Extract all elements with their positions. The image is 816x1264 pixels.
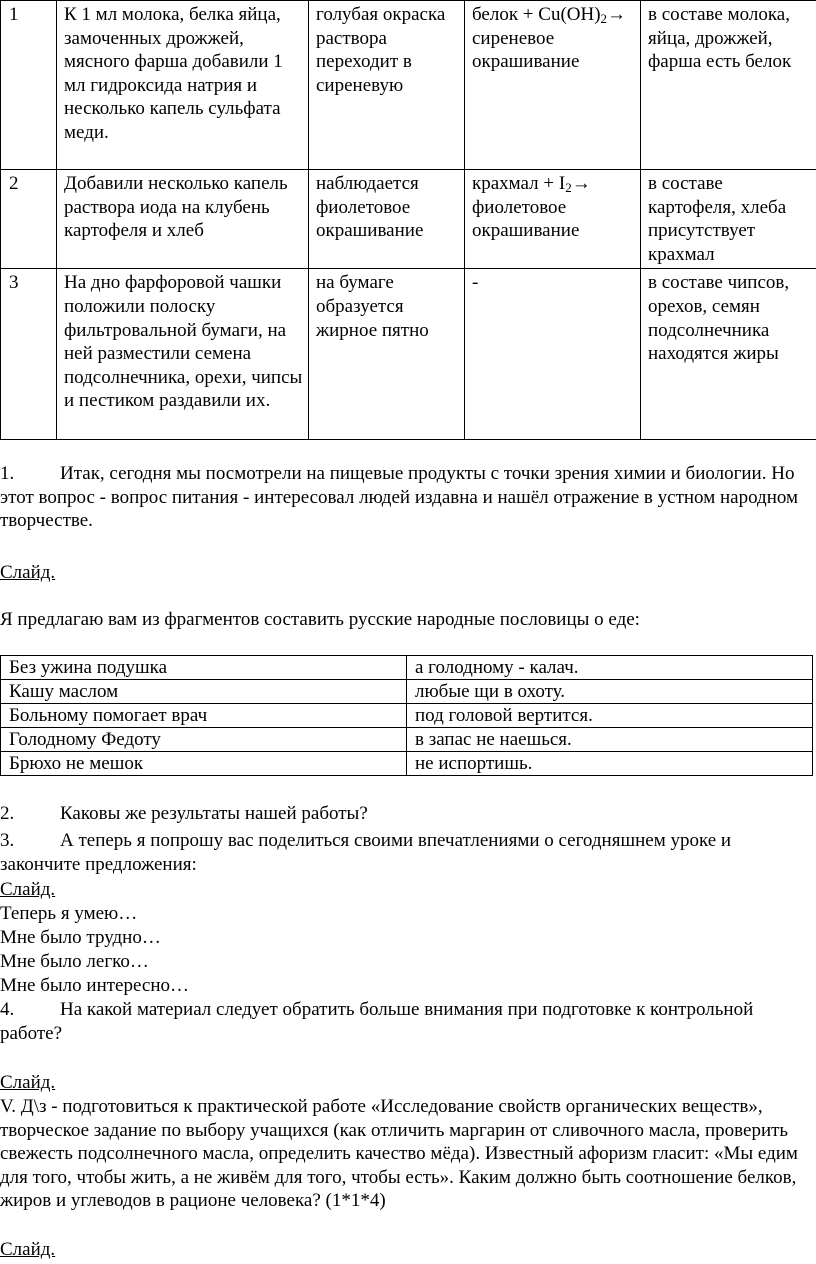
paragraph-2 [0, 802, 812, 826]
proverb-end: а голодному - калач. [407, 656, 813, 680]
proverb-end: в запас не наешься. [407, 728, 813, 752]
experiment-equation [465, 269, 641, 440]
paragraph-text: Каковы же результаты нашей работы? [60, 803, 368, 824]
proverb-end: любые щи в охоту. [407, 680, 813, 704]
phrase: Теперь я умею… [0, 903, 138, 924]
experiment-observation: голубая окраска раствора переходит в сиреневую [309, 1, 465, 170]
table-row [1, 1, 816, 170]
paragraph-text: На какой материал следует обратить больше внимания при подготовке к контрольной работе? [0, 999, 754, 1044]
proverb-start: Больному помогает врач [1, 704, 407, 728]
experiment-number: 2 [1, 170, 57, 269]
experiment-conclusion: в составе молока, яйца, дрожжей, фарша есть белок [641, 1, 816, 170]
experiment-conclusion: в составе картофеля, хлеба присутствует крахмал [641, 170, 816, 269]
table-row [1, 680, 813, 704]
experiment-number: 3 [1, 269, 57, 440]
paragraph-4 [0, 998, 812, 1045]
homework-text: V. Д\з - подготовиться к практической работе «Исследование свойств органических веществ», творческое задание по выбору учащихся (как отличить маргарин от сливочного масла, проверить свежесть подсолнечного масла, определить качество мёда). Известный афоризм гласит: «Мы едим для того, чтобы жить, а не живём для того, чтобы есть». Каким должно быть соотношение белков, жиров и углеводов в рационе человека? (1*1*4) [0, 1096, 798, 1212]
proverbs-intro: Я предлагаю вам из фрагментов составить русские народные пословицы о еде: [0, 609, 640, 630]
proverb-start: Голодному Федоту [1, 728, 407, 752]
table-row [1, 728, 813, 752]
table-row [1, 704, 813, 728]
slide-link[interactable]: Слайд. [0, 879, 56, 900]
equation-after: → сиреневое окрашивание [472, 4, 627, 73]
slide-link[interactable]: Слайд. [0, 1239, 56, 1260]
experiments-table [0, 0, 816, 440]
equation-before: крахмал + I [472, 173, 566, 194]
paragraph-number: 4. [0, 999, 15, 1020]
paragraph-number: 2. [0, 803, 15, 824]
table-row [1, 269, 816, 440]
paragraph-number: 1. [0, 463, 15, 484]
table-row [1, 752, 813, 776]
experiment-equation [465, 1, 641, 170]
experiment-equation [465, 170, 641, 269]
proverb-start: Брюхо не мешок [1, 752, 407, 776]
equation-subscript: 2 [600, 11, 608, 26]
proverb-end: под головой вертится. [407, 704, 813, 728]
paragraph-1 [0, 462, 812, 533]
proverb-end: не испортишь. [407, 752, 813, 776]
proverb-start: Без ужина подушка [1, 656, 407, 680]
paragraph-3 [0, 829, 812, 876]
phrase: Мне было интересно… [0, 975, 189, 996]
experiment-observation: на бумаге образуется жирное пятно [309, 269, 465, 440]
slide-link[interactable]: Слайд. [0, 1072, 56, 1093]
experiment-action: На дно фарфоровой чашки положили полоску фильтровальной бумаги, на ней разместили семена подсолнечника, орехи, чипсы и пестиком раздавили их. [57, 269, 309, 440]
equation-subscript: 2 [565, 180, 572, 195]
equation-after: → фиолетовое окрашивание [472, 173, 591, 242]
experiment-number: 1 [1, 1, 57, 170]
paragraph-number: 3. [0, 830, 15, 851]
slide-link[interactable]: Слайд. [0, 562, 56, 583]
paragraph-text: А теперь я попрошу вас поделиться своими впечатлениями о сегодняшнем уроке и закончите предложения: [0, 830, 732, 875]
experiment-observation: наблюдается фиолетовое окрашивание [309, 170, 465, 269]
paragraph-text: Итак, сегодня мы посмотрели на пищевые продукты с точки зрения химии и биологии. Но этот вопрос - вопрос питания - интересовал людей издавна и нашёл отражение в устном народном творчестве. [0, 463, 799, 532]
phrase: Мне было трудно… [0, 927, 161, 948]
equation-before: белок + Cu(OH) [472, 4, 601, 25]
phrase: Мне было легко… [0, 951, 149, 972]
proverb-start: Кашу маслом [1, 680, 407, 704]
table-row [1, 170, 816, 269]
experiment-action: Добавили несколько капель раствора иода на клубень картофеля и хлеб [57, 170, 309, 269]
equation-before: - [472, 272, 479, 294]
table-row [1, 656, 813, 680]
experiment-action: К 1 мл молока, белка яйца, замоченных дрожжей, мясного фарша добавили 1 мл гидроксида натрия и несколько капель сульфата меди. [57, 1, 309, 170]
experiment-conclusion: в составе чипсов, орехов, семян подсолнечника находятся жиры [641, 269, 816, 440]
proverbs-table [0, 655, 813, 776]
